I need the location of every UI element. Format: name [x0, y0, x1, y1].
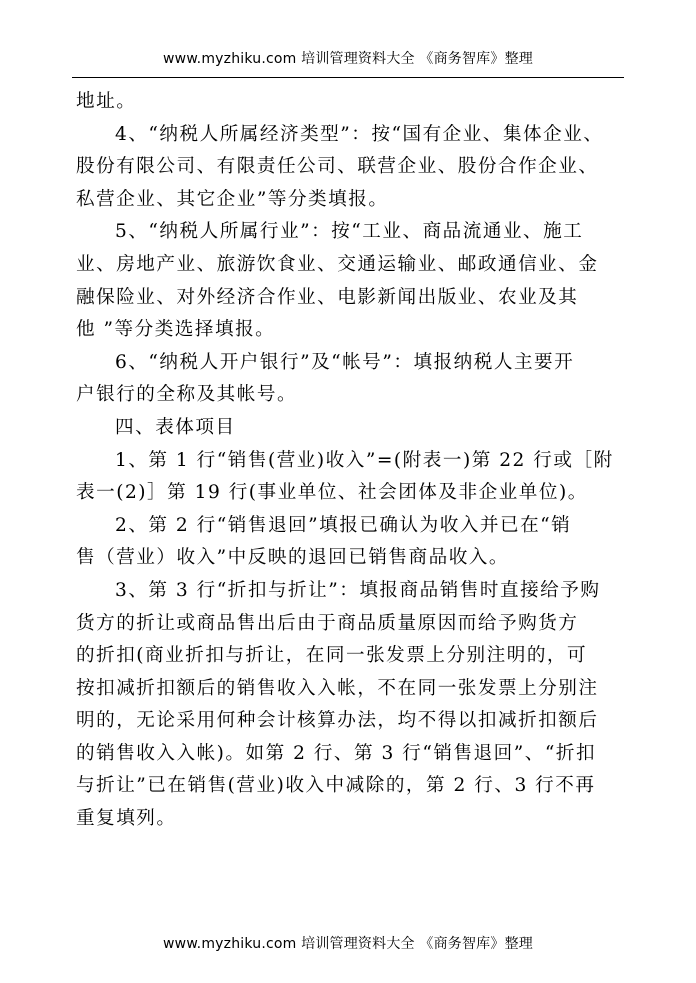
text-line: 私营企业、其它企业”等分类填报。 [76, 188, 389, 210]
text-line: 6、“纳税人开户银行”及“帐号”：填报纳税人主要开 [115, 351, 575, 373]
text-line: 售（营业）收入”中反映的退回已销售商品收入。 [76, 547, 509, 569]
text-line: 2、第 2 行“销售退回”填报已确认为收入并已在“销 [115, 514, 572, 536]
header-divider [72, 77, 624, 78]
text-line: 融保险业、对外经济合作业、电影新闻出版业、农业及其 [76, 286, 579, 308]
document-body [76, 86, 622, 836]
text-line: 他 ”等分类选择填报。 [76, 319, 276, 341]
text-line: 重复填列。 [76, 808, 177, 830]
text-line: 的销售收入入帐)。如第 2 行、第 3 行“销售退回”、“折扣 [76, 742, 597, 764]
text-line: 的折扣(商业折扣与折让，在同一张发票上分别注明的，可 [76, 645, 588, 667]
page-footer: www.myzhiku.com 培训管理资料大全 《商务智库》整理 [163, 936, 533, 952]
text-line: 按扣减折扣额后的销售收入入帐，不在同一张发票上分别注 [76, 677, 599, 699]
text-line: 户银行的全称及其帐号。 [76, 384, 298, 406]
text-line: 地址。 [76, 91, 137, 112]
text-line: 4、“纳税人所属经济类型”：按“国有企业、集体企业、 [115, 123, 604, 145]
text-line: 与折让”已在销售(营业)收入中减除的，第 2 行、3 行不再 [76, 775, 596, 797]
text-line: 货方的折让或商品售出后由于商品质量原因而给予购货方 [76, 612, 579, 634]
text-line: 5、“纳税人所属行业”：按“工业、商品流通业、施工 [115, 221, 584, 243]
text-line: 业、房地产业、旅游饮食业、交通运输业、邮政通信业、金 [76, 253, 599, 275]
section-heading: 四、表体项目 [115, 416, 236, 438]
text-line: 表一(2)］第 19 行(事业单位、社会团体及非企业单位)。 [76, 482, 588, 504]
text-line: 1、第 1 行“销售(营业)收入”=(附表一)第 22 行或［附 [115, 449, 614, 471]
text-line: 股份有限公司、有限责任公司、联营企业、股份合作企业、 [76, 156, 599, 178]
text-line: 明的，无论采用何种会计核算办法，均不得以扣减折扣额后 [76, 710, 599, 732]
page-header: www.myzhiku.com 培训管理资料大全 《商务智库》整理 [163, 51, 533, 67]
text-line: 3、第 3 行“折扣与折让”：填报商品销售时直接给予购 [115, 579, 601, 601]
